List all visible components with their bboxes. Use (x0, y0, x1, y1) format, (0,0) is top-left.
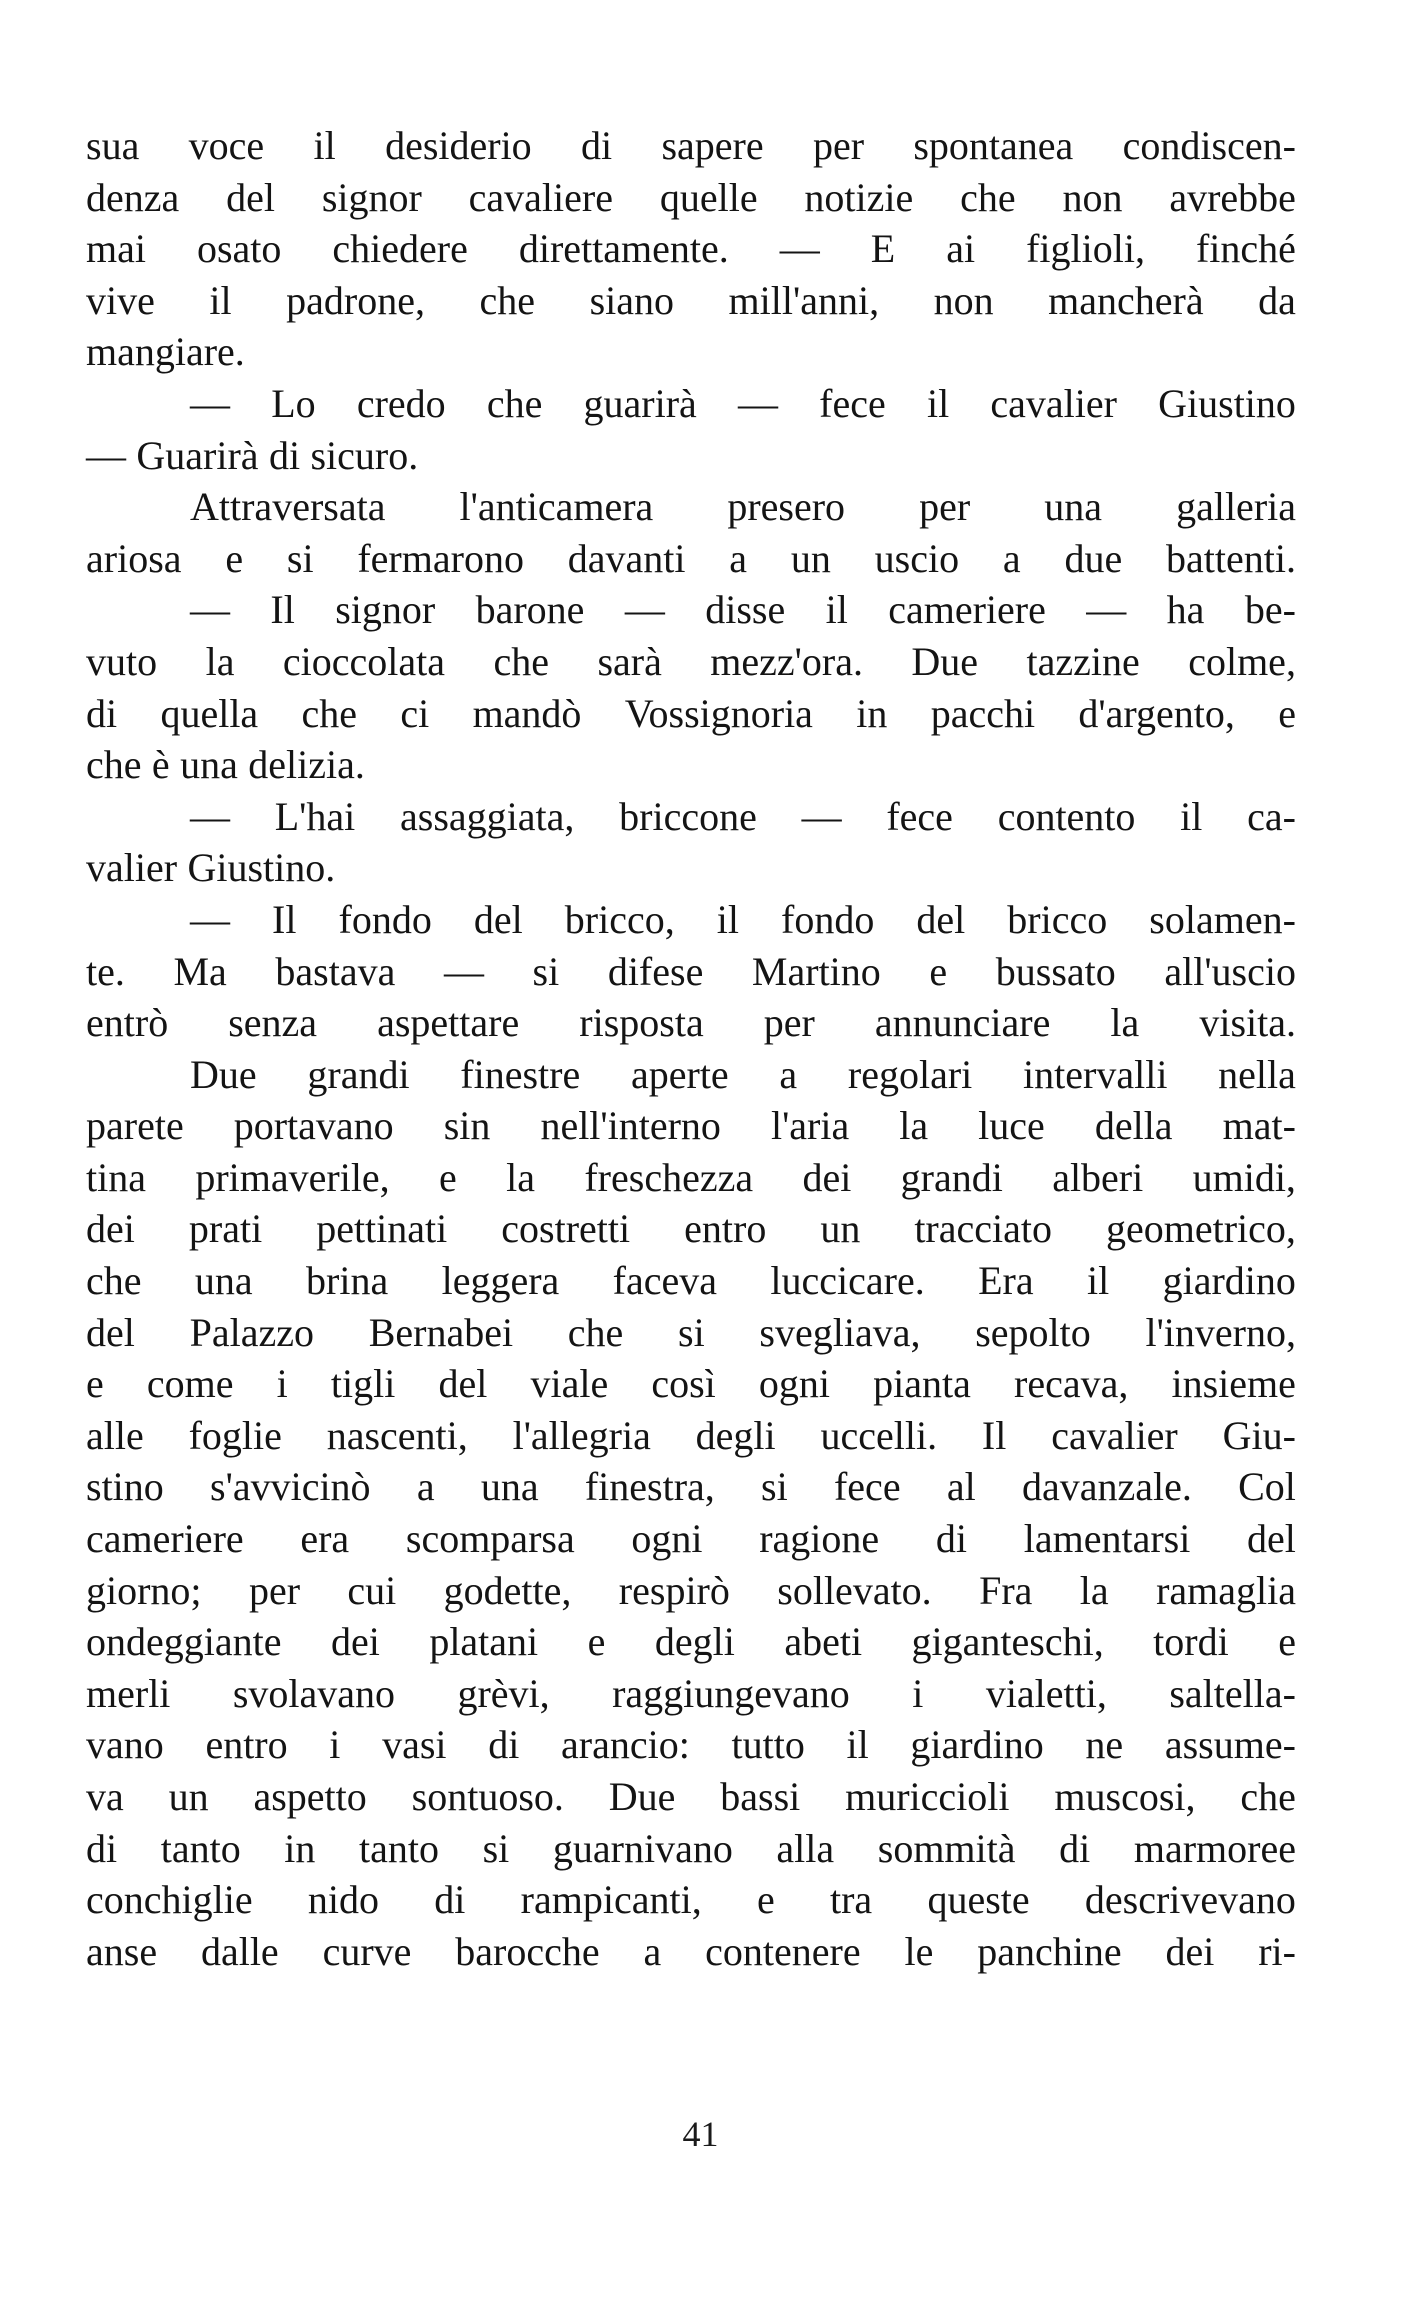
text-line: che è una delizia. (86, 742, 365, 788)
text-line: — Guarirà di sicuro. (86, 432, 419, 478)
text-line: merli svolavano grèvi, raggiungevano i vialetti, saltella- (86, 1670, 1296, 1716)
text-line: — Lo credo che guarirà — fece il cavalier Giustino (190, 380, 1296, 426)
text-line: alle foglie nascenti, l'allegria degli uccelli. Il cavalier Giu- (86, 1412, 1296, 1458)
text-line: va un aspetto sontuoso. Due bassi muriccioli muscosi, che (86, 1774, 1296, 1819)
text-line: dei prati pettinati costretti entro un tracciato geometrico, (86, 1206, 1296, 1252)
text-line: sua voce il desiderio di sapere per spontanea condiscen- (86, 123, 1296, 168)
text-line: mangiare. (86, 329, 245, 375)
text-line: entrò senza aspettare risposta per annunciare la visita. (86, 1000, 1296, 1046)
text-line: del Palazzo Bernabei che si svegliava, sepolto l'inverno, (86, 1309, 1296, 1355)
text-line: te. Ma bastava — si difese Martino e bussato all'uscio (86, 948, 1296, 994)
text-line: — Il fondo del bricco, il fondo del bricco solamen- (190, 896, 1296, 942)
text-line: ariosa e si fermarono davanti a un uscio a due battenti. (86, 535, 1296, 581)
text-line: stino s'avvicinò a una finestra, si fece al davanzale. Col (86, 1464, 1296, 1510)
text-line: ondeggiante dei platani e degli abeti giganteschi, tordi e (86, 1619, 1296, 1665)
text-line: cameriere era scomparsa ogni ragione di lamentarsi del (86, 1516, 1296, 1562)
text-line: vano entro i vasi di arancio: tutto il giardino ne assume- (86, 1722, 1296, 1768)
text-line: — L'hai assaggiata, briccone — fece contento il ca- (190, 793, 1296, 839)
text-line: anse dalle curve barocche a contenere le panchine dei ri- (86, 1928, 1296, 1974)
page-number: 41 (682, 2114, 719, 2154)
text-line: mai osato chiedere direttamente. — E ai figlioli, finché (86, 226, 1296, 272)
text-line: conchiglie nido di rampicanti, e tra queste descrivevano (86, 1877, 1296, 1923)
text-line: di quella che ci mandò Vossignoria in pacchi d'argento, e (86, 690, 1296, 736)
text-line: parete portavano sin nell'interno l'aria la luce della mat- (86, 1103, 1296, 1149)
text-line: — Il signor barone — disse il cameriere — ha be- (190, 587, 1296, 633)
text-line: denza del signor cavaliere quelle notizie che non avrebbe (86, 174, 1296, 220)
text-line: che una brina leggera faceva luccicare. Era il giardino (86, 1258, 1296, 1304)
text-line: giorno; per cui godette, respirò sollevato. Fra la ramaglia (86, 1567, 1296, 1613)
text-line: Attraversata l'anticamera presero per una galleria (190, 484, 1296, 530)
text-line: di tanto in tanto si guarnivano alla sommità di marmoree (86, 1825, 1296, 1871)
text-line: vuto la cioccolata che sarà mezz'ora. Due tazzine colme, (86, 638, 1296, 684)
text-line: Due grandi finestre aperte a regolari intervalli nella (190, 1051, 1296, 1097)
text-line: valier Giustino. (86, 845, 336, 891)
text-line: vive il padrone, che siano mill'anni, non mancherà da (86, 277, 1296, 323)
body-text (86, 120, 1296, 1977)
text-line: e come i tigli del viale così ogni pianta recava, insieme (86, 1361, 1296, 1407)
text-line: tina primaverile, e la freschezza dei grandi alberi umidi, (86, 1154, 1296, 1200)
